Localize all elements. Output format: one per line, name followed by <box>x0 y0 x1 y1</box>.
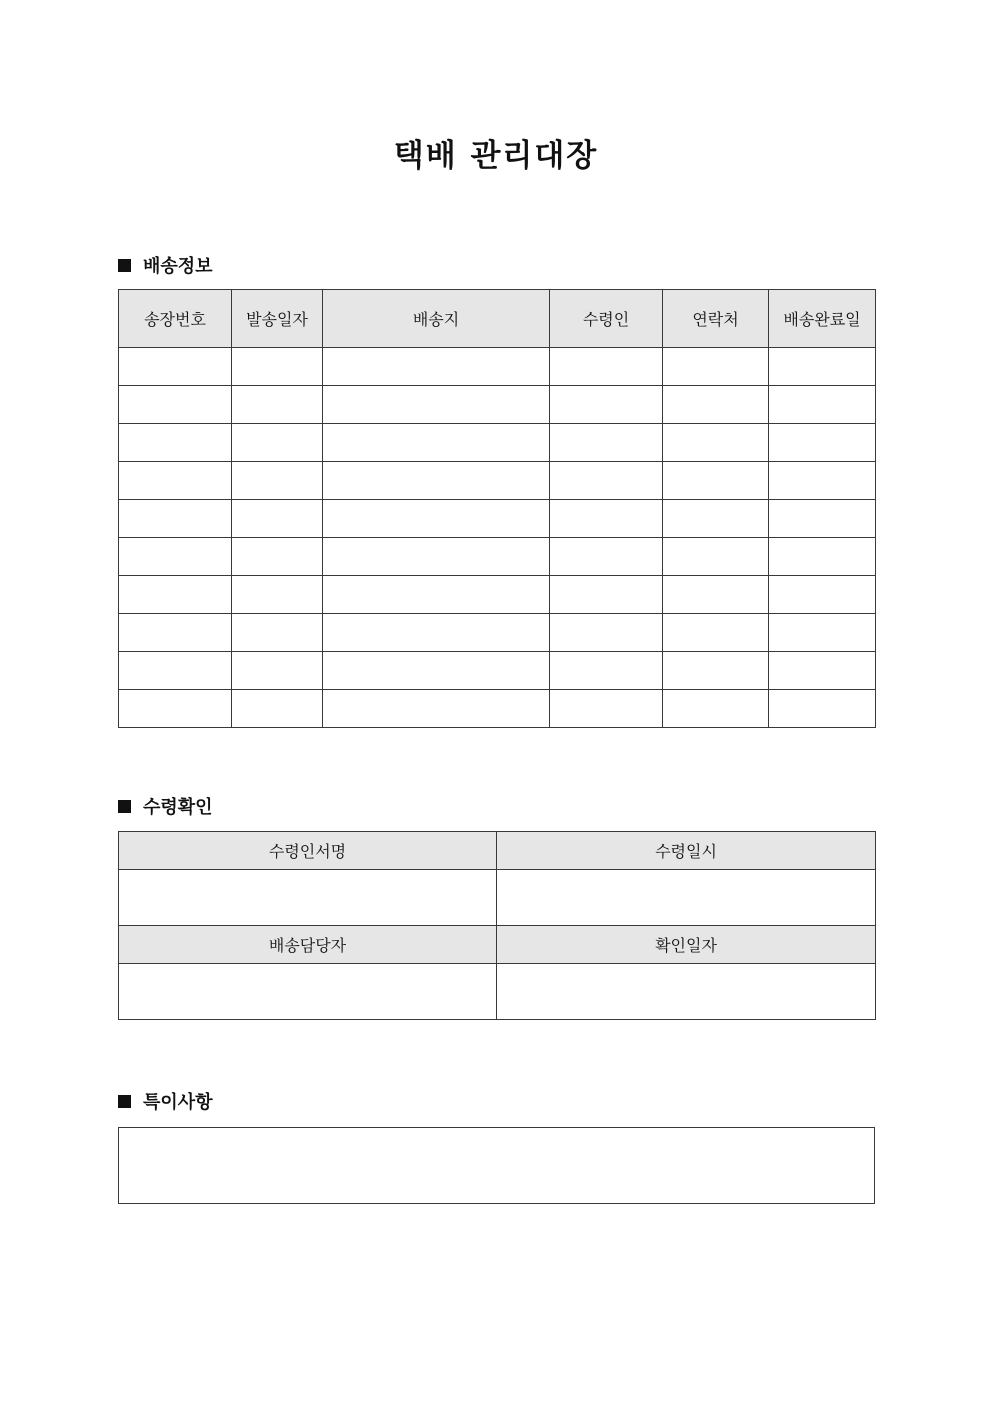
ship-date-cell[interactable] <box>232 614 323 652</box>
destination-cell[interactable] <box>323 576 550 614</box>
destination-cell[interactable] <box>323 462 550 500</box>
delivery-complete-date-cell[interactable] <box>769 614 876 652</box>
contact-cell[interactable] <box>663 576 769 614</box>
delivery-complete-date-cell[interactable] <box>769 348 876 386</box>
received-datetime-field[interactable] <box>497 870 876 926</box>
contact-cell[interactable] <box>663 500 769 538</box>
tracking-number-cell[interactable] <box>119 462 232 500</box>
ship-date-cell[interactable] <box>232 348 323 386</box>
contact-cell[interactable] <box>663 690 769 728</box>
table-row <box>119 614 876 652</box>
destination-cell[interactable] <box>323 424 550 462</box>
delivery-complete-date-cell[interactable] <box>769 462 876 500</box>
destination-cell[interactable] <box>323 690 550 728</box>
contact-cell[interactable] <box>663 386 769 424</box>
delivery-complete-date-cell[interactable] <box>769 576 876 614</box>
ship-date-cell[interactable] <box>232 386 323 424</box>
recipient-cell[interactable] <box>550 538 663 576</box>
delivery-manager-label: 배송담당자 <box>119 926 497 964</box>
contact-cell[interactable] <box>663 462 769 500</box>
receipt-table <box>118 831 876 1020</box>
notes-field[interactable] <box>118 1127 875 1204</box>
table-row <box>119 424 876 462</box>
column-header-recipient: 수령인 <box>550 290 663 348</box>
table-row <box>119 538 876 576</box>
tracking-number-cell[interactable] <box>119 652 232 690</box>
receipt-value-row <box>119 870 876 926</box>
confirmation-date-field[interactable] <box>497 964 876 1020</box>
square-bullet-icon <box>118 1095 131 1108</box>
notes-section-heading <box>118 1089 213 1113</box>
receipt-section-heading <box>118 794 213 818</box>
delivery-complete-date-cell[interactable] <box>769 652 876 690</box>
ship-date-cell[interactable] <box>232 462 323 500</box>
column-header-tracking-number: 송장번호 <box>119 290 232 348</box>
table-row <box>119 652 876 690</box>
received-datetime-label: 수령일시 <box>497 832 876 870</box>
recipient-signature-label: 수령인서명 <box>119 832 497 870</box>
ship-date-cell[interactable] <box>232 424 323 462</box>
column-header-ship-date: 발송일자 <box>232 290 323 348</box>
notes-section-title: 특이사항 <box>143 1092 213 1113</box>
tracking-number-cell[interactable] <box>119 348 232 386</box>
ship-date-cell[interactable] <box>232 538 323 576</box>
recipient-cell[interactable] <box>550 424 663 462</box>
contact-cell[interactable] <box>663 348 769 386</box>
table-row <box>119 386 876 424</box>
tracking-number-cell[interactable] <box>119 424 232 462</box>
table-row <box>119 576 876 614</box>
destination-cell[interactable] <box>323 500 550 538</box>
recipient-cell[interactable] <box>550 690 663 728</box>
recipient-cell[interactable] <box>550 462 663 500</box>
tracking-number-cell[interactable] <box>119 614 232 652</box>
receipt-header-row <box>119 926 876 964</box>
destination-cell[interactable] <box>323 348 550 386</box>
receipt-section-title: 수령확인 <box>143 797 213 818</box>
delivery-complete-date-cell[interactable] <box>769 538 876 576</box>
tracking-number-cell[interactable] <box>119 690 232 728</box>
destination-cell[interactable] <box>323 538 550 576</box>
recipient-cell[interactable] <box>550 348 663 386</box>
square-bullet-icon <box>118 800 131 813</box>
shipping-section-title: 배송정보 <box>143 256 213 277</box>
tracking-number-cell[interactable] <box>119 500 232 538</box>
contact-cell[interactable] <box>663 424 769 462</box>
shipping-table-header-row <box>119 290 876 348</box>
recipient-cell[interactable] <box>550 500 663 538</box>
column-header-destination: 배송지 <box>323 290 550 348</box>
ship-date-cell[interactable] <box>232 690 323 728</box>
table-row <box>119 348 876 386</box>
shipping-section-heading <box>118 253 213 277</box>
delivery-complete-date-cell[interactable] <box>769 424 876 462</box>
delivery-complete-date-cell[interactable] <box>769 500 876 538</box>
destination-cell[interactable] <box>323 614 550 652</box>
recipient-signature-field[interactable] <box>119 870 497 926</box>
column-header-delivery-complete-date: 배송완료일 <box>769 290 876 348</box>
square-bullet-icon <box>118 259 131 272</box>
table-row <box>119 500 876 538</box>
ship-date-cell[interactable] <box>232 652 323 690</box>
contact-cell[interactable] <box>663 614 769 652</box>
recipient-cell[interactable] <box>550 576 663 614</box>
recipient-cell[interactable] <box>550 386 663 424</box>
delivery-complete-date-cell[interactable] <box>769 690 876 728</box>
document-title: 택배 관리대장 <box>393 138 599 174</box>
recipient-cell[interactable] <box>550 614 663 652</box>
confirmation-date-label: 확인일자 <box>497 926 876 964</box>
destination-cell[interactable] <box>323 386 550 424</box>
ship-date-cell[interactable] <box>232 500 323 538</box>
table-row <box>119 690 876 728</box>
delivery-manager-field[interactable] <box>119 964 497 1020</box>
receipt-value-row <box>119 964 876 1020</box>
tracking-number-cell[interactable] <box>119 576 232 614</box>
tracking-number-cell[interactable] <box>119 386 232 424</box>
column-header-contact: 연락처 <box>663 290 769 348</box>
tracking-number-cell[interactable] <box>119 538 232 576</box>
table-row <box>119 462 876 500</box>
contact-cell[interactable] <box>663 652 769 690</box>
recipient-cell[interactable] <box>550 652 663 690</box>
destination-cell[interactable] <box>323 652 550 690</box>
receipt-header-row <box>119 832 876 870</box>
contact-cell[interactable] <box>663 538 769 576</box>
ship-date-cell[interactable] <box>232 576 323 614</box>
delivery-complete-date-cell[interactable] <box>769 386 876 424</box>
shipping-table <box>118 289 876 728</box>
